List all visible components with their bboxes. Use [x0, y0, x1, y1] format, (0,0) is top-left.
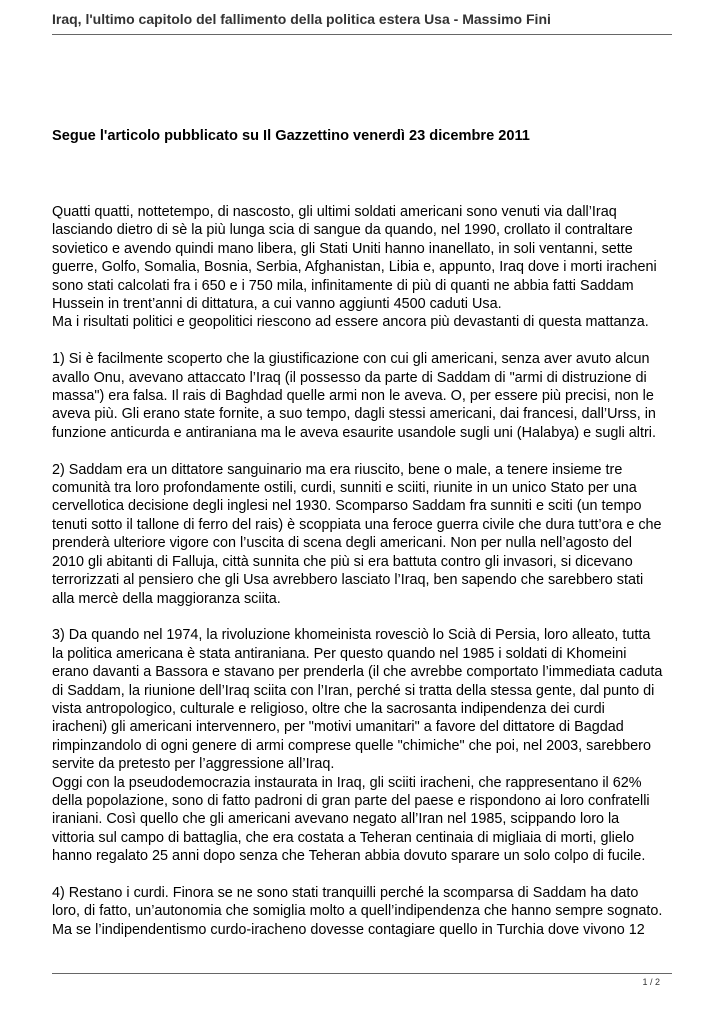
body-line: iracheni) gli americani intervennero, per "motivi umanitari" a favore del dittatore di Bagdad — [52, 719, 624, 736]
body-line: cervellotica decisione degli inglesi nel 1930. Scomparso Saddam fra sunniti e sciti (un tempo — [52, 498, 642, 515]
body-line: 4) Restano i curdi. Finora se ne sono stati tranquilli perché la scomparsa di Saddam ha dato — [52, 884, 639, 901]
body-line: Hussein in trent’anni di dittatura, a cui vanno aggiunti 4500 caduti Usa. — [52, 296, 502, 313]
paragraph-gap — [52, 608, 677, 626]
page-number: 1 / 2 — [642, 977, 660, 987]
body-line: massa") era falsa. Il rais di Baghdad quelle armi non le aveva. O, per essere più precisi, non le — [52, 388, 654, 405]
body-line: della popolazione, sono di fatto padroni di gran parte del paese e rispondono ai loro confratelli — [52, 792, 650, 809]
body-line: 2010 gli abitanti di Falluja, città sunnita che più si era battuta contro gli invasori, si dicevano — [52, 553, 633, 570]
body-line: tenuti sotto il tallone di ferro del rais) è scoppiata una feroce guerra civile che dura tutt’ora e che — [52, 516, 662, 533]
body-line: sono stati calcolati fra i 650 e i 750 mila, infinitamente di più di quanti ne abbia fatti Saddam — [52, 277, 634, 294]
body-line: 1) Si è facilmente scoperto che la giustificazione con cui gli americani, senza aver avuto alcun — [52, 351, 650, 368]
body-line: di Saddam, la riunione dell’Iraq sciita con l’Iran, perché si tratta della stessa gente, dal punto di — [52, 682, 655, 699]
body-line: servite da pretesto per l’aggressione all’Iraq. — [52, 756, 335, 773]
paragraph-gap — [52, 332, 677, 350]
document-header-title: Iraq, l'ultimo capitolo del fallimento della politica estera Usa - Massimo Fini — [52, 11, 551, 27]
body-line: prenderà ulteriore vigore con l’uscita di scena degli americani. Non per nulla nell’agosto del — [52, 535, 632, 552]
body-line: vittoria sul campo di battaglia, che era costata a Teheran centinaia di migliaia di morti, glielo — [52, 829, 635, 846]
article-subtitle: Segue l'articolo pubblicato su Il Gazzettino venerdì 23 dicembre 2011 — [52, 128, 530, 144]
header-divider — [52, 34, 672, 35]
article-body — [52, 203, 677, 939]
body-line: Ma i risultati politici e geopolitici riescono ad essere ancora più devastanti di questa mattanza. — [52, 314, 649, 331]
body-line: hanno regalato 25 anni dopo senza che Teheran abbia dovuto sparare un solo colpo di fucile. — [52, 848, 646, 865]
body-line: erano davanti a Bassora e stavano per prenderla (il che avrebbe comportato l’immediata caduta — [52, 664, 663, 681]
body-line: guerre, Golfo, Somalia, Bosnia, Serbia, Afghanistan, Libia e, appunto, Iraq dove i morti iracheni — [52, 259, 657, 276]
body-line: rimpinzandolo di ogni genere di armi comprese quelle "chimiche" che poi, nel 2003, sarebbero — [52, 737, 651, 754]
body-line: lasciando dietro di sè la più lunga scia di sangue da quando, nel 1990, crollato il contraltare — [52, 222, 633, 239]
body-line: aveva più. Gli erano state fornite, a suo tempo, dagli stessi americani, dai francesi, dall’Urss, in — [52, 406, 656, 423]
body-line: 2) Saddam era un dittatore sanguinario ma era riuscito, bene o male, a tenere insieme tre — [52, 461, 623, 478]
body-line: alla mercè della maggioranza sciita. — [52, 590, 281, 607]
body-line: Quatti quatti, nottetempo, di nascosto, gli ultimi soldati americani sono venuti via dall’Iraq — [52, 204, 617, 220]
body-line: iraniani. Così quello che gli americani avevano negato all’Iran nel 1985, scippando loro la — [52, 811, 620, 828]
body-line: Ma se l’indipendentismo curdo-iracheno dovesse contagiare quello in Turchia dove vivono 12 — [52, 921, 645, 938]
footer-divider — [52, 973, 672, 974]
body-line: loro, di fatto, un’autonomia che somiglia molto a quell’indipendenza che hanno sempre sognato. — [52, 903, 663, 920]
body-line: 3) Da quando nel 1974, la rivoluzione khomeinista rovesciò lo Scià di Persia, loro alleato, tutta — [52, 627, 651, 644]
paragraph-gap — [52, 442, 677, 460]
body-line: vista antropologico, culturale e religioso, oltre che la sacrosanta indipendenza dei curdi — [52, 700, 605, 717]
paragraph-gap — [52, 866, 677, 884]
body-line: funzione anticurda e antiraniana ma le aveva esaurite usandole sugli uni (Halabya) e sugli altri. — [52, 424, 656, 441]
body-line: la politica americana è stata antiraniana. Per questo quando nel 1985 i soldati di Khomeini — [52, 645, 627, 662]
body-line: comunità tra loro profondamente ostili, curdi, sunniti e sciiti, riunite in un unico Stato per una — [52, 480, 637, 497]
body-line: sovietico e avendo quindi mano libera, gli Stati Uniti hanno inanellato, in soli ventanni, sette — [52, 240, 633, 257]
body-line: Oggi con la pseudodemocrazia instaurata in Iraq, gli sciiti iracheni, che rappresentano il 62% — [52, 774, 642, 791]
body-line: avallo Onu, avevano attaccato l’Iraq (il possesso da parte di Saddam di "armi di distruzione di — [52, 369, 647, 386]
body-line: terrorizzati al pensiero che gli Usa avrebbero lasciato l’Iraq, ben sapendo che sarebbero stati — [52, 572, 644, 589]
